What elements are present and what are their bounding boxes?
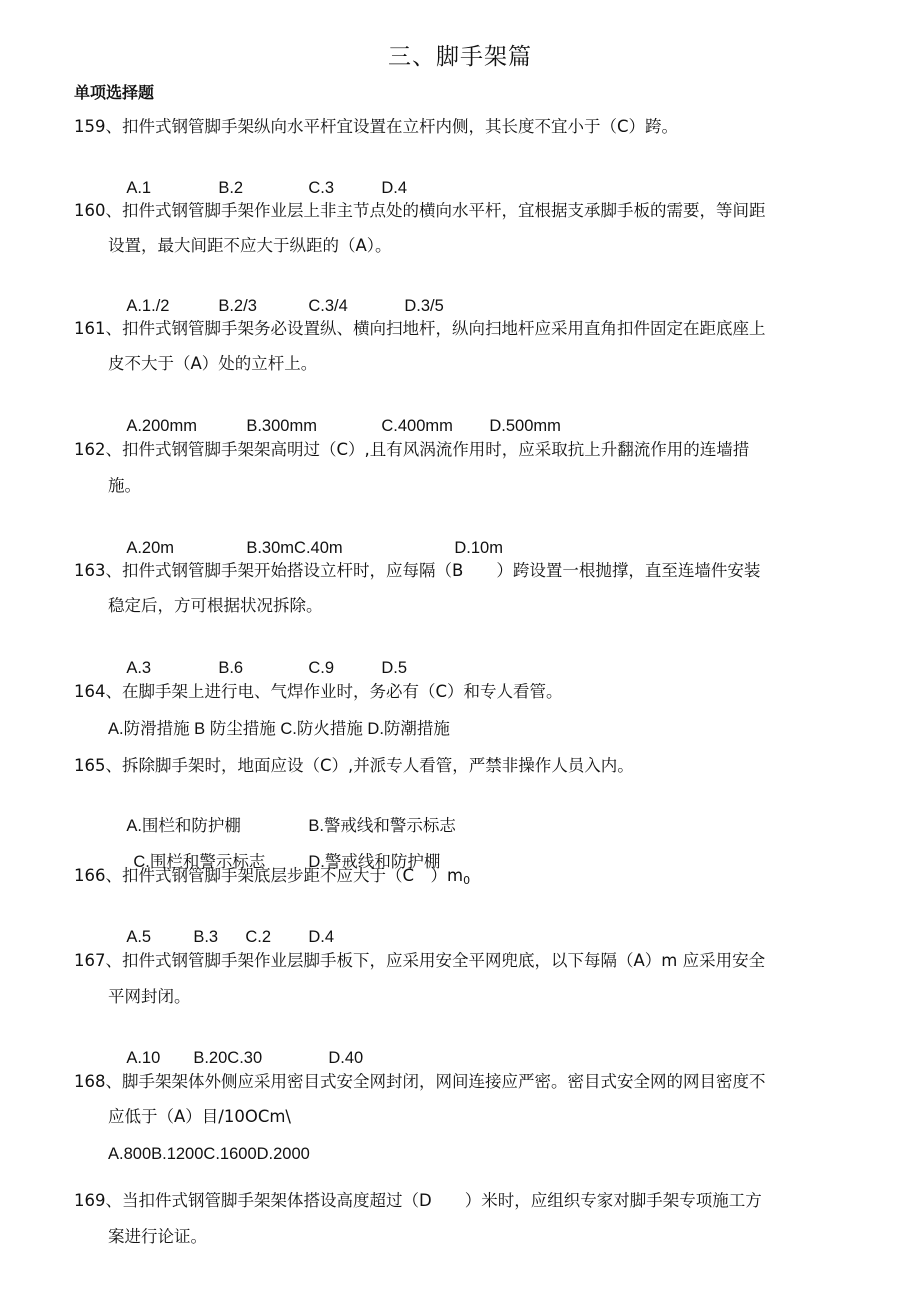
option-a: A.20m: [126, 539, 175, 557]
option-b: B.2: [218, 179, 244, 197]
page-title: 三、脚手架篇: [388, 44, 532, 70]
subscript: 0: [463, 874, 471, 887]
question-166-text: 166、扣件式钢管脚手架底层步距不应大于（C ）m: [74, 866, 464, 885]
option-a: A.1./2: [126, 297, 170, 315]
option-d: D.40: [328, 1049, 364, 1067]
question-161-cont: 皮不大于（A）处的立杆上。: [108, 354, 318, 373]
option-c: C.围栏和警示标志: [133, 853, 266, 871]
option-a: A.200mm: [126, 417, 197, 435]
option-b: B.警戒线和警示标志: [308, 817, 456, 835]
option-b: B.6: [218, 659, 244, 677]
question-165: 165、拆除脚手架时，地面应设（C）,并派专人看管，严禁非操作人员入内。: [74, 756, 634, 775]
option-b: B.20C.30: [193, 1049, 263, 1067]
question-159: 159、扣件式钢管脚手架纵向水平杆宜设置在立杆内侧，其长度不宜小于（C）跨。: [74, 117, 679, 136]
question-162-cont: 施。: [108, 476, 141, 495]
option-c: C.3/4: [308, 297, 348, 315]
option-a: A.3: [126, 659, 152, 677]
question-160: 160、扣件式钢管脚手架作业层上非主节点处的横向水平杆，宜根据支承脚手板的需要，等间距: [74, 201, 766, 220]
question-168-cont: 应低于（A）目/10OCm\: [108, 1107, 291, 1126]
question-169: 169、当扣件式钢管脚手架架体搭设高度超过（D ）米时，应组织专家对脚手架专项施工方: [74, 1191, 762, 1210]
option-d: D.10m: [454, 539, 503, 557]
option-c: C.9: [308, 659, 335, 677]
option-b: B.30mC.40m: [246, 539, 343, 557]
option-d: D.500mm: [489, 417, 561, 435]
option-a: A.10: [126, 1049, 161, 1067]
question-167-cont: 平网封闭。: [108, 987, 191, 1006]
section-heading: 单项选择题: [74, 83, 155, 102]
question-163-cont: 稳定后，方可根据状况拆除。: [108, 596, 323, 615]
question-169-cont: 案进行论证。: [108, 1227, 207, 1246]
option-a: A.1: [126, 179, 152, 197]
options-168: A.800B.1200C.1600D.2000: [108, 1145, 310, 1163]
option-d: D.警戒线和防护棚: [308, 853, 441, 871]
option-d: D.5: [381, 659, 408, 677]
question-168: 168、脚手架架体外侧应采用密目式安全网封闭，网间连接应严密。密目式安全网的网目密度不: [74, 1072, 766, 1091]
options-164: A.防滑措施 B 防尘措施 C.防火措施 D.防潮措施: [108, 720, 450, 738]
question-161: 161、扣件式钢管脚手架务必设置纵、横向扫地杆，纵向扫地杆应采用直角扣件固定在距底座上: [74, 319, 766, 338]
question-160-cont: 设置，最大间距不应大于纵距的（A）。: [108, 236, 392, 255]
option-a: A.围栏和防护棚: [126, 817, 241, 835]
option-d: D.4: [381, 179, 408, 197]
question-162: 162、扣件式钢管脚手架架高明过（C）,且有风涡流作用时，应采取抗上升翻流作用的连墙措: [74, 440, 750, 459]
question-164: 164、在脚手架上进行电、气焊作业时，务必有（C）和专人看管。: [74, 682, 563, 701]
question-166: [74, 864, 470, 893]
question-167: 167、扣件式钢管脚手架作业层脚手板下，应采用安全平网兜底，以下每隔（A）m 应采用安全: [74, 951, 766, 970]
question-163: 163、扣件式钢管脚手架开始搭设立杆时，应每隔（B ）跨设置一根抛撑，直至连墙件安装: [74, 561, 761, 580]
option-b: B.3: [193, 928, 219, 946]
option-b: B.300mm: [246, 417, 317, 435]
option-c: C.400mm: [381, 417, 453, 435]
option-d: D.3/5: [404, 297, 444, 315]
option-c: C.2: [245, 928, 272, 946]
option-a: A.5: [126, 928, 152, 946]
option-b: B.2/3: [218, 297, 257, 315]
option-d: D.4: [308, 928, 335, 946]
option-c: C.3: [308, 179, 335, 197]
